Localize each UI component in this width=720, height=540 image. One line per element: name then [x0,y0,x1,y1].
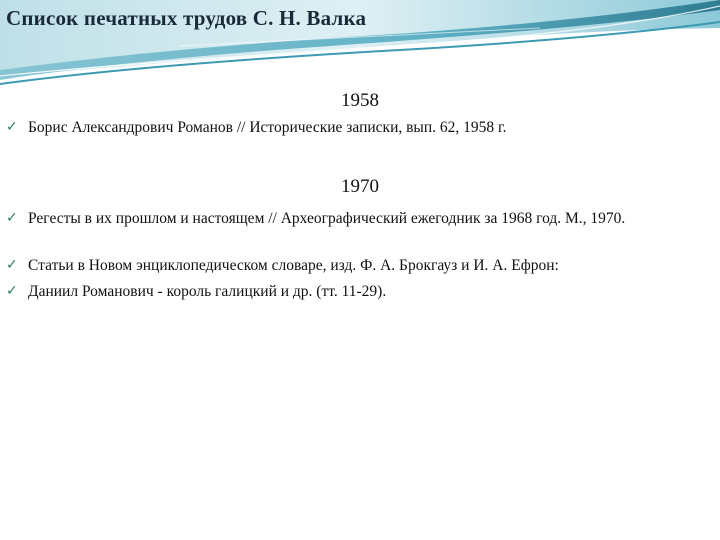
list-item-text: Статьи в Новом энциклопедическом словаре, изд. Ф. А. Брокгауз и И. А. Ефрон: [28,257,559,274]
list-item [6,280,706,303]
check-icon: ✓ [6,210,18,226]
list-item [6,207,706,230]
list-item-text: Борис Александрович Романов // Исторические записки, вып. 62, 1958 г. [28,119,507,136]
year-heading-1958: 1958 [341,90,379,111]
list-item [6,116,706,139]
check-icon: ✓ [6,257,18,273]
year-heading-1970: 1970 [341,176,379,197]
check-icon: ✓ [6,119,18,135]
check-icon: ✓ [6,283,18,299]
slide-title: Список печатных трудов С. Н. Валка [6,6,367,30]
list-item-text: Даниил Романович - король галицкий и др. (тт. 11-29). [28,283,387,300]
list-item [6,254,706,277]
list-item-text: Регесты в их прошлом и настоящем // Археографический ежегодник за 1968 год. М., 1970. [28,210,626,227]
